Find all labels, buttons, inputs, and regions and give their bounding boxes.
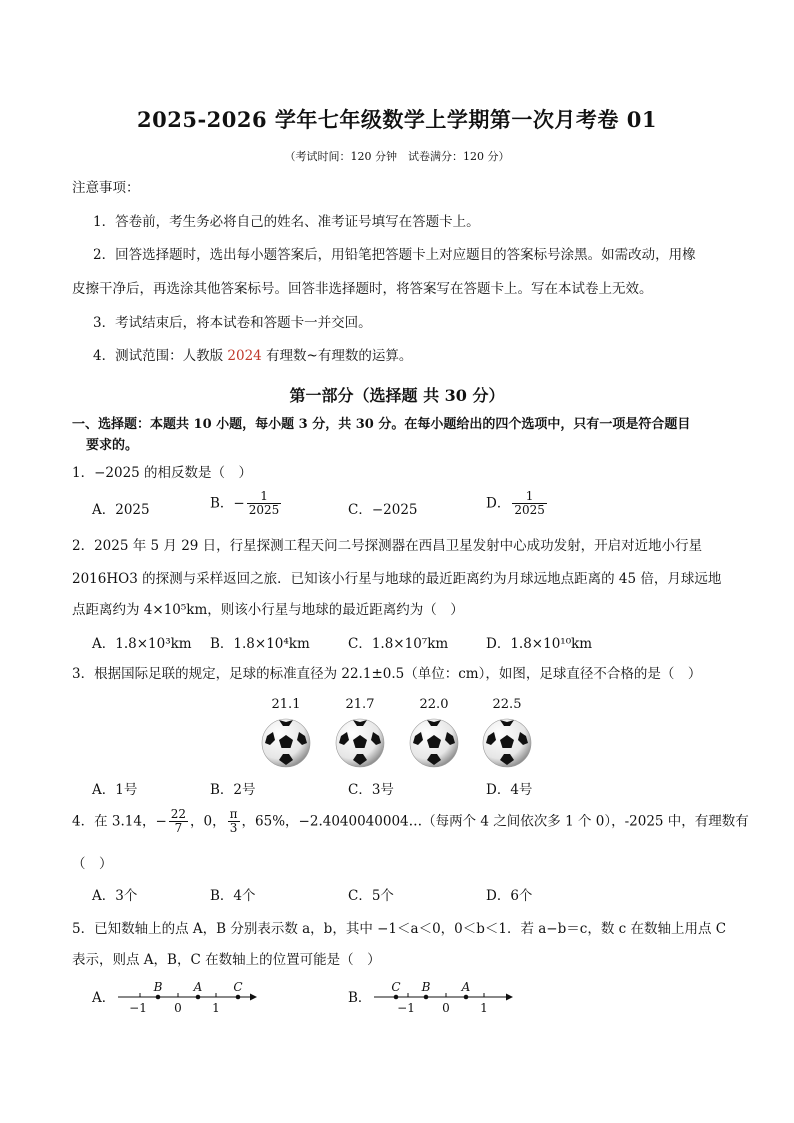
q4-part-2: ，0，: [190, 813, 226, 830]
tick-label-0: 0: [442, 1001, 450, 1015]
q4-fraction-1: [169, 808, 188, 835]
q5-option-b-number-line: [374, 978, 514, 1018]
q5-line-2: 表示，则点 A，B，C 在数轴上的位置可能是（ ）: [72, 952, 381, 968]
q4-line-1: [72, 808, 749, 835]
q5-option-a-label: A．: [92, 990, 116, 1006]
tick-label-0: 0: [174, 1001, 182, 1015]
point-a: [196, 995, 201, 1000]
q3-option-d: D．4号: [486, 782, 533, 798]
fraction-numerator: 22: [170, 807, 187, 821]
q2-option-b: B．1.8×10⁴km: [210, 636, 310, 652]
q3-option-c: C．3号: [348, 782, 394, 798]
q1-option-a: A．2025: [92, 502, 150, 518]
q5-line-1: 5．已知数轴上的点 A，B 分别表示数 a，b，其中 −1＜a＜0，0＜b＜1．若 a−b＝c，数 c 在数轴上用点 C: [72, 921, 727, 937]
section-intro-line-2: 要求的。: [86, 438, 139, 453]
notes-item-4-suffix: 有理数~有理数的运算。: [261, 348, 413, 364]
point-b: [156, 995, 161, 1000]
q4-option-d: D．6个: [486, 888, 533, 904]
q3-option-b: B．2号: [210, 782, 256, 798]
q1-option-b-fraction: [247, 490, 282, 517]
ball-label-2: 21.7: [345, 697, 375, 712]
q2-option-d: D．1.8×10¹⁰km: [486, 636, 593, 652]
tick-label-minus-1: −1: [129, 1001, 147, 1015]
notes-heading: 注意事项：: [72, 180, 140, 196]
point-c: [236, 995, 241, 1000]
q2-option-a: A．1.8×10³km: [92, 636, 192, 652]
notes-item-1: 1．答卷前，考生务必将自己的姓名、准考证号填写在答题卡上。: [93, 214, 480, 230]
fraction-denominator: 2025: [514, 503, 545, 517]
point-b-label: B: [153, 980, 163, 994]
section-title: 第一部分（选择题 共 30 分）: [289, 386, 505, 405]
soccer-ball-4-icon: [482, 718, 532, 768]
section-intro-line-1: 一、选择题：本题共 10 小题，每小题 3 分，共 30 分。在每小题给出的四个选项中，只有一项是符合题目: [72, 417, 691, 432]
point-c-label: C: [233, 980, 243, 994]
notes-item-3: 3．考试结束后，将本试卷和答题卡一并交回。: [93, 315, 372, 331]
notes-item-2-line-2: 皮擦干净后，再选涂其他答案标号。回答非选择题时，将答案写在答题卡上。写在本试卷上无效。: [72, 281, 653, 297]
q1-option-d-fraction: [512, 490, 547, 517]
ball-label-1: 21.1: [271, 697, 301, 712]
point-a-label: A: [193, 980, 203, 994]
point-c-label: C: [391, 980, 401, 994]
q5-option-b-label: B．: [348, 990, 372, 1006]
soccer-ball-2-icon: [335, 718, 385, 768]
point-b: [424, 995, 429, 1000]
q4-part-1: 4．在 3.14，−: [72, 813, 167, 830]
fraction-numerator: π: [229, 807, 238, 821]
q3-stem: 3．根据国际足联的规定，足球的标准直径为 22.1±0.5（单位：cm），如图，足球直径不合格的是（ ）: [72, 666, 702, 682]
tick-label-1: 1: [212, 1001, 220, 1015]
q4-option-a: A．3个: [92, 888, 138, 904]
soccer-ball-3-icon: [409, 718, 459, 768]
fraction-denominator: 3: [229, 821, 238, 835]
ball-label-3: 22.0: [419, 697, 449, 712]
q1-option-c: C．−2025: [348, 502, 418, 518]
q2-line-2: 2016HO3 的探测与采样返回之旅．已知该小行星与地球的最近距离约为月球远地点距离的 45 倍，月球远地: [72, 571, 722, 587]
point-b-label: B: [421, 980, 431, 994]
notes-item-2-line-1: 2．回答选择题时，选出每小题答案后，用铅笔把答题卡上对应题目的答案标号涂黑。如需改动，用橡: [93, 247, 696, 263]
q4-option-c: C．5个: [348, 888, 394, 904]
point-a: [464, 995, 469, 1000]
q1-option-d-prefix: D．: [486, 495, 511, 512]
exam-subtitle: （考试时间：120 分钟 试卷满分：120 分）: [284, 150, 510, 163]
q1-option-b-prefix: B．−: [210, 495, 245, 512]
notes-item-4-year: 2024: [227, 348, 262, 364]
tick-label-1: 1: [480, 1001, 488, 1015]
q4-fraction-2: [228, 808, 240, 835]
q2-line-3: 点距离约为 4×10⁵km，则该小行星与地球的最近距离约为（ ）: [72, 602, 464, 618]
q1-option-b: [210, 490, 283, 517]
q4-part-3: ，65%，−2.4040040004…（每两个 4 之间依次多 1 个 0），-2025 中，有理数有: [241, 813, 749, 830]
q4-option-b: B．4个: [210, 888, 256, 904]
point-c: [394, 995, 399, 1000]
q5-option-a-number-line: [118, 978, 258, 1018]
axis-arrow: [250, 994, 257, 1001]
fraction-numerator: 1: [512, 490, 547, 504]
fraction-denominator: 2025: [248, 503, 280, 517]
q2-line-1: 2．2025 年 5 月 29 日，行星探测工程天问二号探测器在西昌卫星发射中心成功发射，开启对近地小行星: [72, 538, 703, 554]
soccer-ball-1-icon: [261, 718, 311, 768]
fraction-numerator: 1: [247, 490, 282, 504]
tick-label-minus-1: −1: [397, 1001, 415, 1015]
q1-stem: 1．−2025 的相反数是（ ）: [72, 465, 253, 481]
q4-line-2: （ ）: [72, 856, 113, 872]
q2-option-c: C．1.8×10⁷km: [348, 636, 449, 652]
point-a-label: A: [461, 980, 471, 994]
notes-item-4-prefix: 4．测试范围：人教版: [93, 348, 228, 364]
ball-label-4: 22.5: [492, 697, 522, 712]
exam-title: 2025-2026 学年七年级数学上学期第一次月考卷 01: [137, 107, 657, 132]
axis-arrow: [506, 994, 513, 1001]
q1-option-d: [486, 490, 549, 517]
fraction-denominator: 7: [174, 821, 183, 835]
q3-option-a: A．1号: [92, 782, 138, 798]
notes-item-4: [93, 346, 412, 366]
